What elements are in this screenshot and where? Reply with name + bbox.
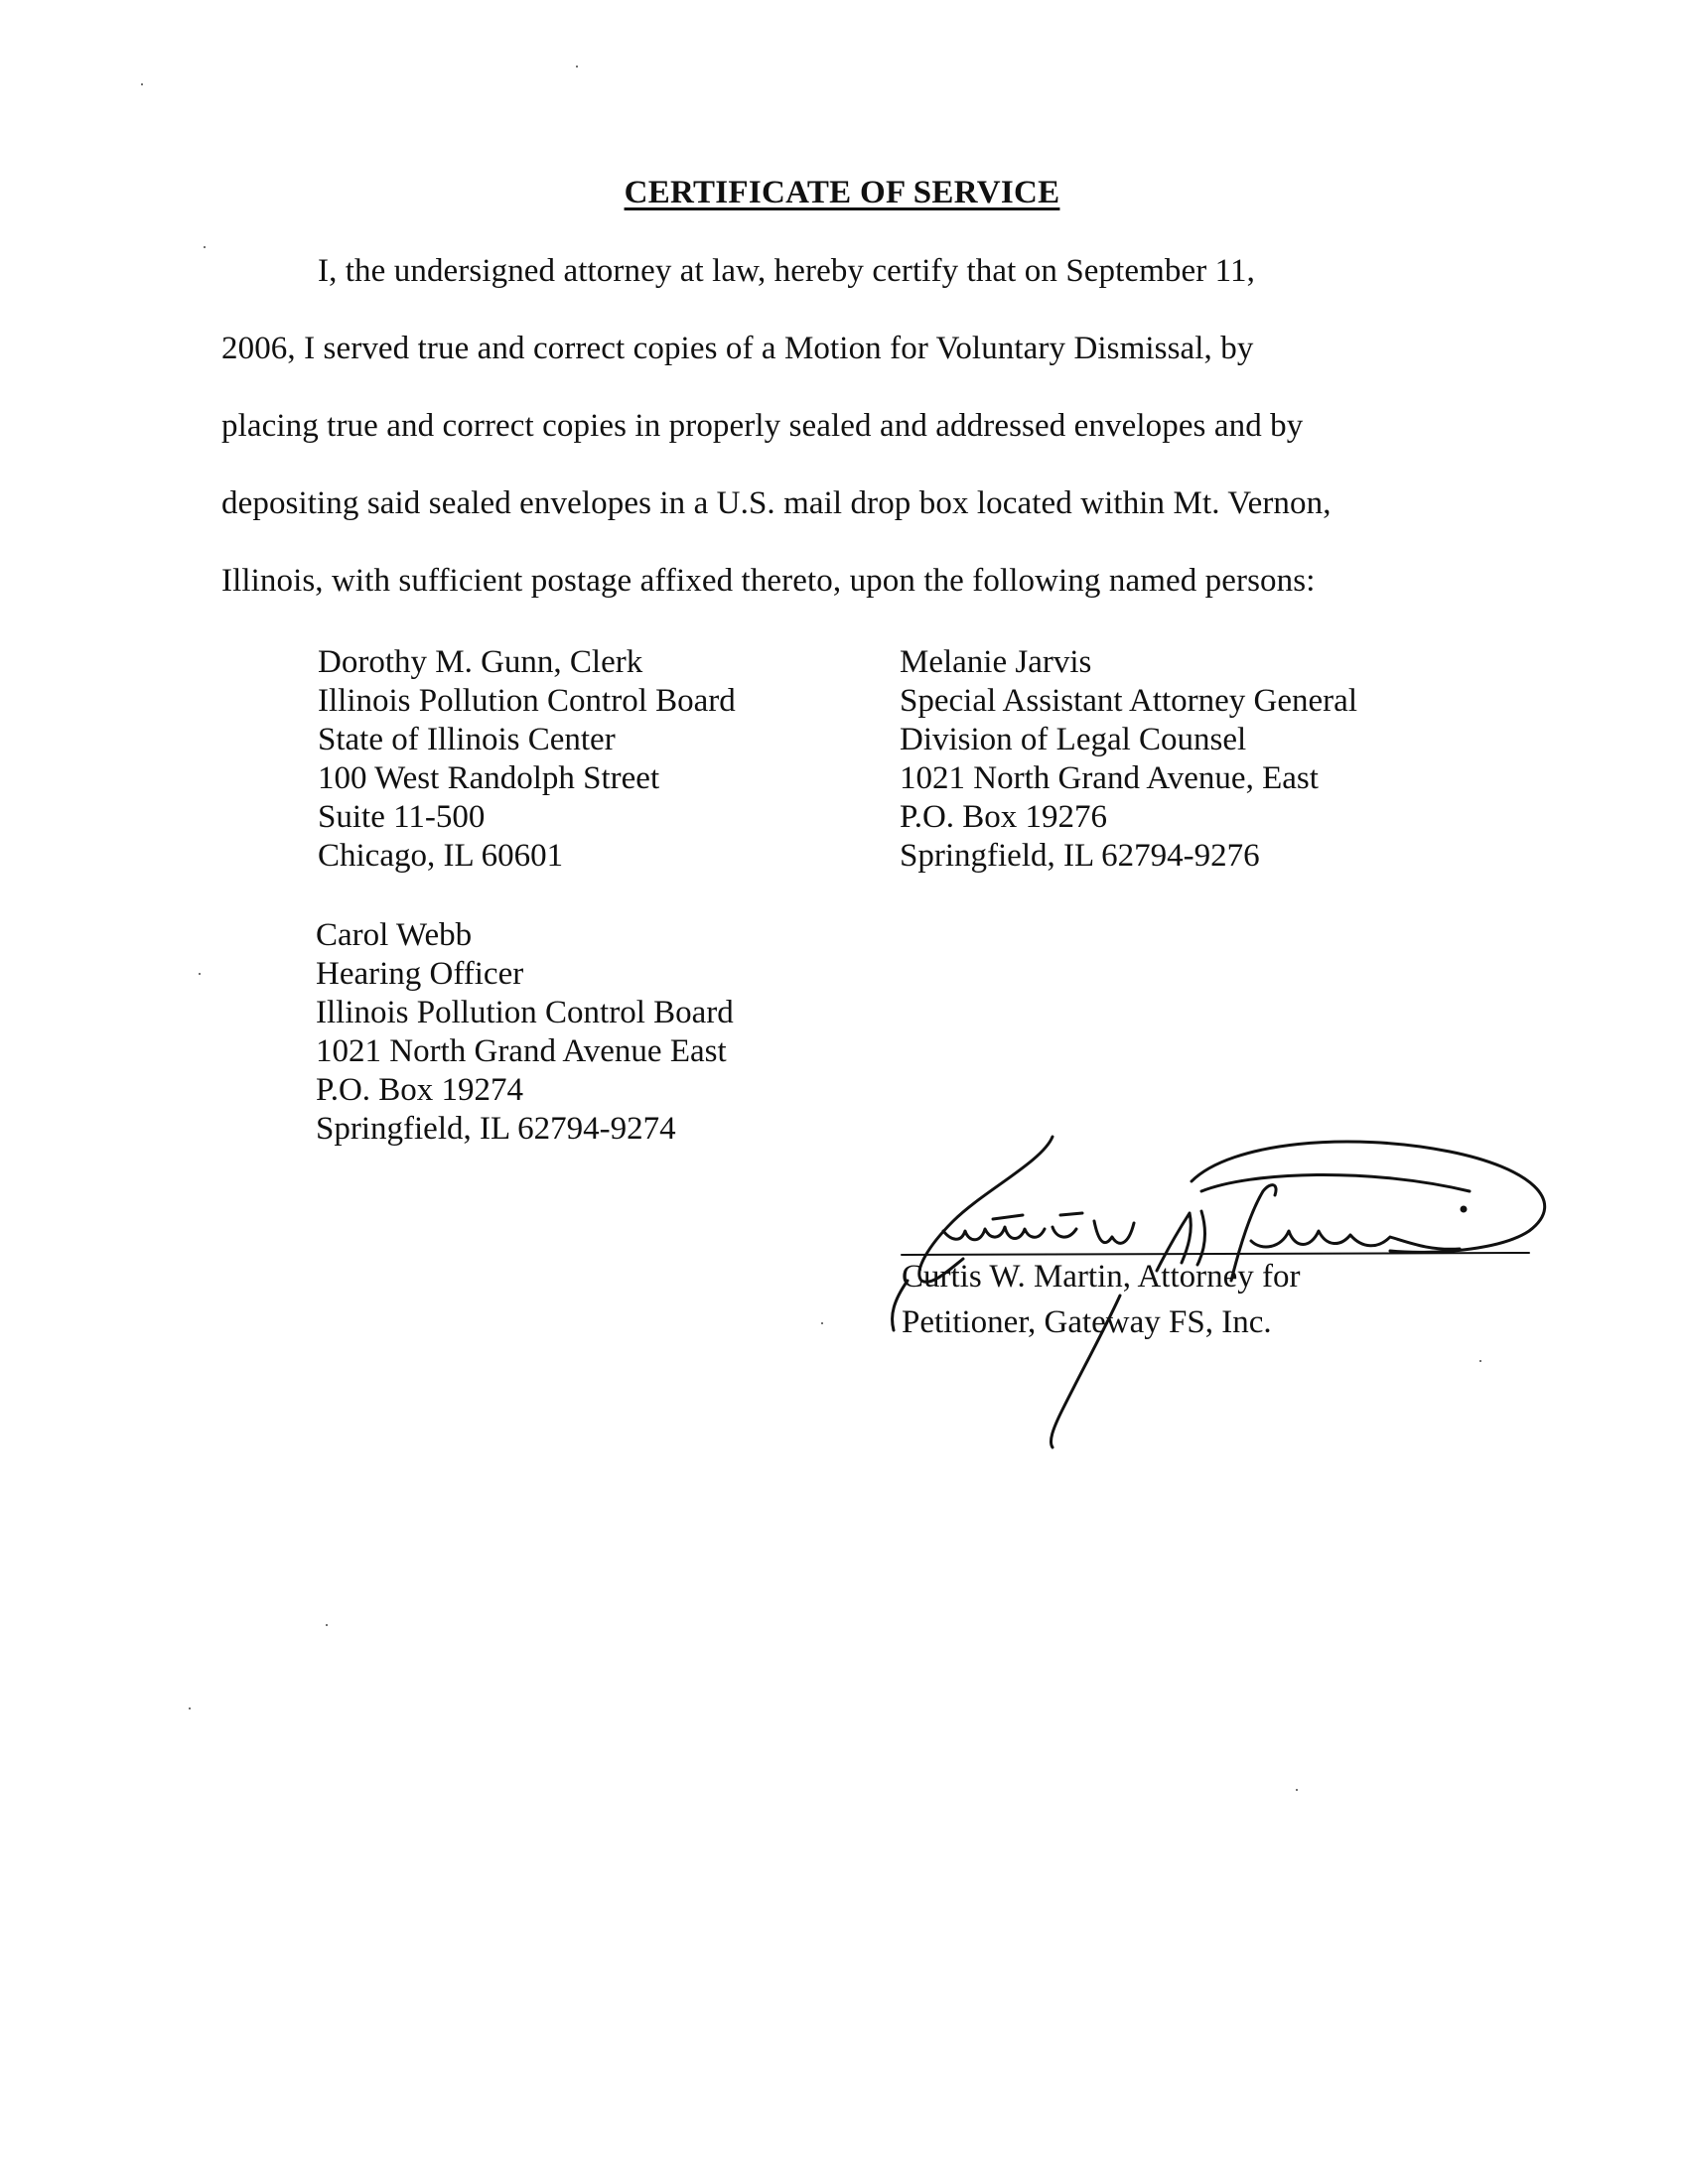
body-line-1: I, the undersigned attorney at law, hereby certify that on September 11,: [318, 253, 1256, 289]
scan-speck: [821, 1322, 823, 1324]
recipient-address-jarvis: [900, 643, 1357, 876]
address-line: Chicago, IL 60601: [318, 838, 564, 874]
signature-name-line: Curtis W. Martin, Attorney for: [902, 1259, 1301, 1295]
scan-speck: [189, 1707, 191, 1709]
address-line: Special Assistant Attorney General: [900, 683, 1357, 719]
body-line-5: Illinois, with sufficient postage affixed thereto, upon the following named persons:: [221, 563, 1316, 599]
address-line: Dorothy M. Gunn, Clerk: [318, 644, 643, 680]
address-line: 100 West Randolph Street: [318, 760, 660, 796]
address-line: 1021 North Grand Avenue East: [316, 1033, 727, 1069]
address-line: Hearing Officer: [316, 956, 524, 992]
address-line: Springfield, IL 62794-9274: [316, 1111, 676, 1147]
address-line: 1021 North Grand Avenue, East: [900, 760, 1319, 796]
body-line-3: placing true and correct copies in properly sealed and addressed envelopes and by: [221, 408, 1304, 444]
address-line: Illinois Pollution Control Board: [318, 683, 736, 719]
scan-speck: [199, 973, 201, 975]
address-line: P.O. Box 19274: [316, 1072, 524, 1108]
scan-speck: [1479, 1360, 1481, 1362]
address-line: P.O. Box 19276: [900, 799, 1108, 835]
recipient-address-gunn: [318, 643, 736, 876]
scan-speck: [576, 66, 578, 68]
scan-speck: [141, 83, 143, 85]
signature-title-line: Petitioner, Gateway FS, Inc.: [902, 1304, 1272, 1340]
address-line: Melanie Jarvis: [900, 644, 1092, 680]
scan-speck: [204, 246, 206, 248]
address-line: Division of Legal Counsel: [900, 722, 1247, 757]
address-line: Illinois Pollution Control Board: [316, 995, 734, 1030]
address-line: Springfield, IL 62794-9276: [900, 838, 1260, 874]
address-line: Carol Webb: [316, 917, 473, 953]
body-line-2: 2006, I served true and correct copies of a Motion for Voluntary Dismissal, by: [221, 331, 1254, 366]
address-line: State of Illinois Center: [318, 722, 616, 757]
scan-speck: [326, 1624, 328, 1626]
page-title: CERTIFICATE OF SERVICE: [624, 175, 1060, 210]
address-line: Suite 11-500: [318, 799, 486, 835]
scan-speck: [1296, 1789, 1298, 1791]
body-line-4: depositing said sealed envelopes in a U.S. mail drop box located within Mt. Vernon,: [221, 485, 1332, 521]
recipient-address-webb: [316, 916, 734, 1149]
